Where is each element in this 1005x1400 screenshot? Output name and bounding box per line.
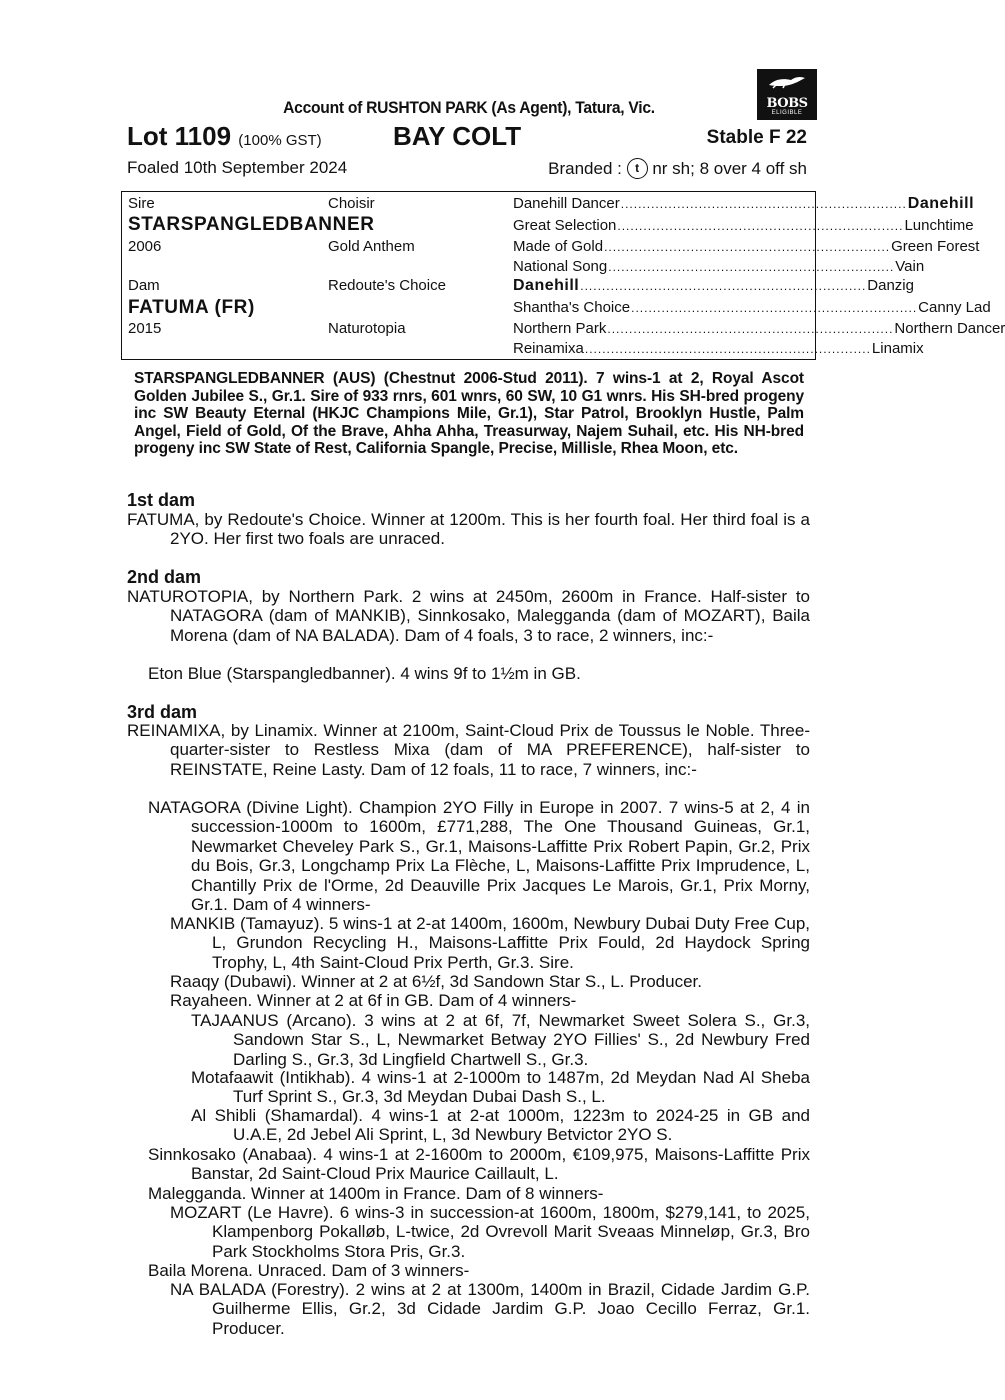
progeny-entry: MANKIB (Tamayuz). 5 wins-1 at 2-at 1400m, 1600m, Newbury Dubai Duty Free Cup, L, Grundon Recycling H., Maisons-Laffitte Prix Fould, 2d Haydock Spring Trophy, L, 4th Saint-Cloud Prix Perth, Gr.3. Sire.	[170, 914, 810, 972]
progeny-entry: Rayaheen. Winner at 2 at 6f in GB. Dam of 4 winners-	[170, 991, 577, 1010]
pedigree-row: Great Selection .................................................................. Lunchtime	[513, 217, 974, 234]
horse-icon	[767, 75, 807, 89]
ancestor-left: Shantha's Choice	[513, 299, 631, 316]
third-dam-heading: 3rd dam	[127, 702, 198, 722]
dam-label: Dam	[128, 277, 160, 294]
brand-symbol-icon: t	[627, 158, 648, 179]
ancestor-left: Danehill	[513, 277, 580, 294]
dam-year: 2015	[128, 320, 162, 337]
ancestor-left: Danehill Dancer	[513, 195, 620, 212]
second-dam-text: NATUROTOPIA, by Northern Park. 2 wins at 2450m, 2600m in France. Half-sister to NATAGORA (dam of MANKIB), Sinnkosako, Malegganda (dam of MOZART), Baila Morena (dam of NA BALADA). Dam of 4 foals, 3 to race, 2 winners, inc:-	[127, 587, 810, 645]
progeny-entry: TAJAANUS (Arcano). 3 wins at 2 at 6f, 7f, Newmarket Sweet Solera S., Gr.3, Sandown Star S., L, Newmarket Betway 2YO Fillies' S., 2d Newbury Fred Darling S., Gr.3, 3d Lingfield Chartwell S., Gr.3.	[191, 1011, 810, 1069]
logo-subtitle: ELIGIBLE	[771, 110, 803, 116]
third-dam-text: REINAMIXA, by Linamix. Winner at 2100m, Saint-Cloud Prix de Toussus le Noble. Three-quarter-sister to Restless Mixa (dam of MA PREFERENCE), half-sister to REINSTATE, Reine Lasty. Dam of 12 foals, 11 to race, 7 winners, inc:-	[127, 721, 810, 779]
second-dam-heading: 2nd dam	[127, 567, 202, 587]
ancestor-right: Canny Lad	[918, 299, 991, 316]
lot-label: Lot 1109	[127, 121, 232, 151]
lot-number	[127, 121, 322, 152]
sire-summary: STARSPANGLEDBANNER (AUS) (Chestnut 2006-Stud 2011). 7 wins-1 at 2, Royal Ascot Golden Jubilee S., Gr.1. Sire of 933 rnrs, 601 wnrs, 60 SW, 10 G1 wnrs. His SH-bred progeny inc SW Beauty Eternal (HKJC Champions Mile, Gr.1), Star Patrol, Brooklyn Hustle, Palm Angel, Field of Gold, Of the Brave, Ahha Ahha, Treasurway, Najem Suhail, etc. His NH-bred progeny inc SW State of Rest, California Spangle, Precise, Millisle, Rhea Moon, etc.	[134, 370, 804, 457]
logo-title: BOBS	[766, 96, 808, 111]
first-dam-text: FATUMA, by Redoute's Choice. Winner at 1200m. This is her fourth foal. Her third foal is a 2YO. Her first two foals are unraced.	[127, 510, 810, 549]
sire-name: STARSPANGLEDBANNER	[128, 214, 375, 235]
stable-location: Stable F 22	[706, 127, 807, 148]
pedigree-table	[121, 191, 1005, 360]
sire-label: Sire	[128, 195, 155, 212]
ancestor-right: Danzig	[867, 277, 914, 294]
progeny-entry: Motafaawit (Intikhab). 4 wins-1 at 2-1000m to 1487m, 2d Meydan Nad Al Sheba Turf Sprint S., Gr.3, 3d Meydan Dubai Dash S., L.	[191, 1068, 810, 1107]
pedigree-row: Reinamixa .................................................................. Linamix	[513, 340, 924, 357]
sire-sire: Choisir	[328, 195, 375, 212]
progeny-entry: Eton Blue (Starspangledbanner). 4 wins 9f to 1½m in GB.	[148, 664, 581, 683]
progeny-entry: Baila Morena. Unraced. Dam of 3 winners-	[148, 1261, 470, 1280]
ancestor-right: Lunchtime	[904, 217, 974, 234]
ancestor-left: Reinamixa	[513, 340, 584, 357]
progeny-entry: Al Shibli (Shamardal). 4 wins-1 at 2-at 1000m, 1223m to 2024-25 in GB and U.A.E, 2d Jebel Ali Sprint, L, 3d Newbury Betvictor 2YO S.	[191, 1106, 810, 1145]
ancestor-right: Danehill	[907, 195, 975, 212]
ancestor-right: Linamix	[871, 340, 924, 357]
ancestor-left: Great Selection	[513, 217, 617, 234]
pedigree-row: Shantha's Choice .................................................................. Canny Lad	[513, 299, 991, 316]
dam-name: FATUMA (FR)	[128, 297, 255, 318]
horse-description: BAY COLT	[393, 121, 522, 151]
ancestor-right: Green Forest	[891, 238, 980, 255]
ancestor-right: Vain	[895, 258, 925, 275]
progeny-entry: MOZART (Le Havre). 6 wins-3 in succession-at 1600m, 1800m, $279,141, to 2025, Klampenborg Pokalløb, L-twice, 2d Ovrevoll Marit Sveaas Minneløp, Gr.3, Bro Park Stockholms Stora Pris, Gr.3.	[170, 1203, 810, 1261]
sire-dam: Gold Anthem	[328, 238, 415, 255]
pedigree-row: National Song .................................................................. Vain	[513, 258, 925, 275]
ancestor-left: Northern Park	[513, 320, 607, 337]
vendor-account: Account of RUSHTON PARK (As Agent), Tatura, Vic.	[283, 98, 655, 117]
progeny-entry: NATAGORA (Divine Light). Champion 2YO Filly in Europe in 2007. 7 wins-5 at 2, 4 in succession-1000m to 1600m, £771,288, The One Thousand Guineas, Gr.1, Newmarket Cheveley Park S., Gr.1, Maisons-Laffitte Prix Robert Papin, Gr.2, Prix du Bois, Gr.3, Longchamp Prix La Flèche, L, Maisons-Laffitte Prix Imprudence, L, Chantilly Prix de l'Orme, 2d Deauville Prix Jacques Le Marois, Gr.1, Prix Morny, Gr.1. Dam of 4 winners-	[148, 798, 810, 915]
brand-info	[548, 158, 807, 179]
gst-note: (100% GST)	[238, 132, 322, 149]
brand-text: nr sh; 8 over 4 off sh	[652, 159, 807, 178]
ancestor-left: National Song	[513, 258, 608, 275]
progeny-entry: NA BALADA (Forestry). 2 wins at 2 at 1300m, 1400m in Brazil, Cidade Jardim G.P. Guilherme Ellis, Gr.2, 3d Cidade Jardim G.P. Joao Cecillo Ferraz, Gr.1. Producer.	[170, 1280, 810, 1338]
pedigree-row: Made of Gold .................................................................. Green Forest	[513, 238, 980, 255]
progeny-entry: Malegganda. Winner at 1400m in France. Dam of 8 winners-	[148, 1184, 604, 1203]
ancestor-right: Northern Dancer	[894, 320, 1005, 337]
progeny-entry: Raaqy (Dubawi). Winner at 2 at 6½f, 3d Sandown Star S., L. Producer.	[170, 972, 702, 991]
first-dam-heading: 1st dam	[127, 490, 196, 510]
foaled-date: Foaled 10th September 2024	[127, 158, 348, 177]
sire-year: 2006	[128, 238, 162, 255]
dam-dam: Naturotopia	[328, 320, 406, 337]
pedigree-row: Danehill .................................................................. Danzig	[513, 277, 914, 294]
progeny-entry: Sinnkosako (Anabaa). 4 wins-1 at 2-1600m to 2000m, €109,975, Maisons-Laffitte Prix Banstar, 2d Saint-Cloud Prix Maurice Caillault, L.	[148, 1145, 810, 1184]
pedigree-row: Northern Park .................................................................. Northern Dancer	[513, 320, 1005, 337]
dam-sire: Redoute's Choice	[328, 277, 446, 294]
ancestor-left: Made of Gold	[513, 238, 604, 255]
pedigree-row: Danehill Dancer .................................................................. Danehill	[513, 195, 975, 212]
branded-label: Branded :	[548, 159, 622, 178]
